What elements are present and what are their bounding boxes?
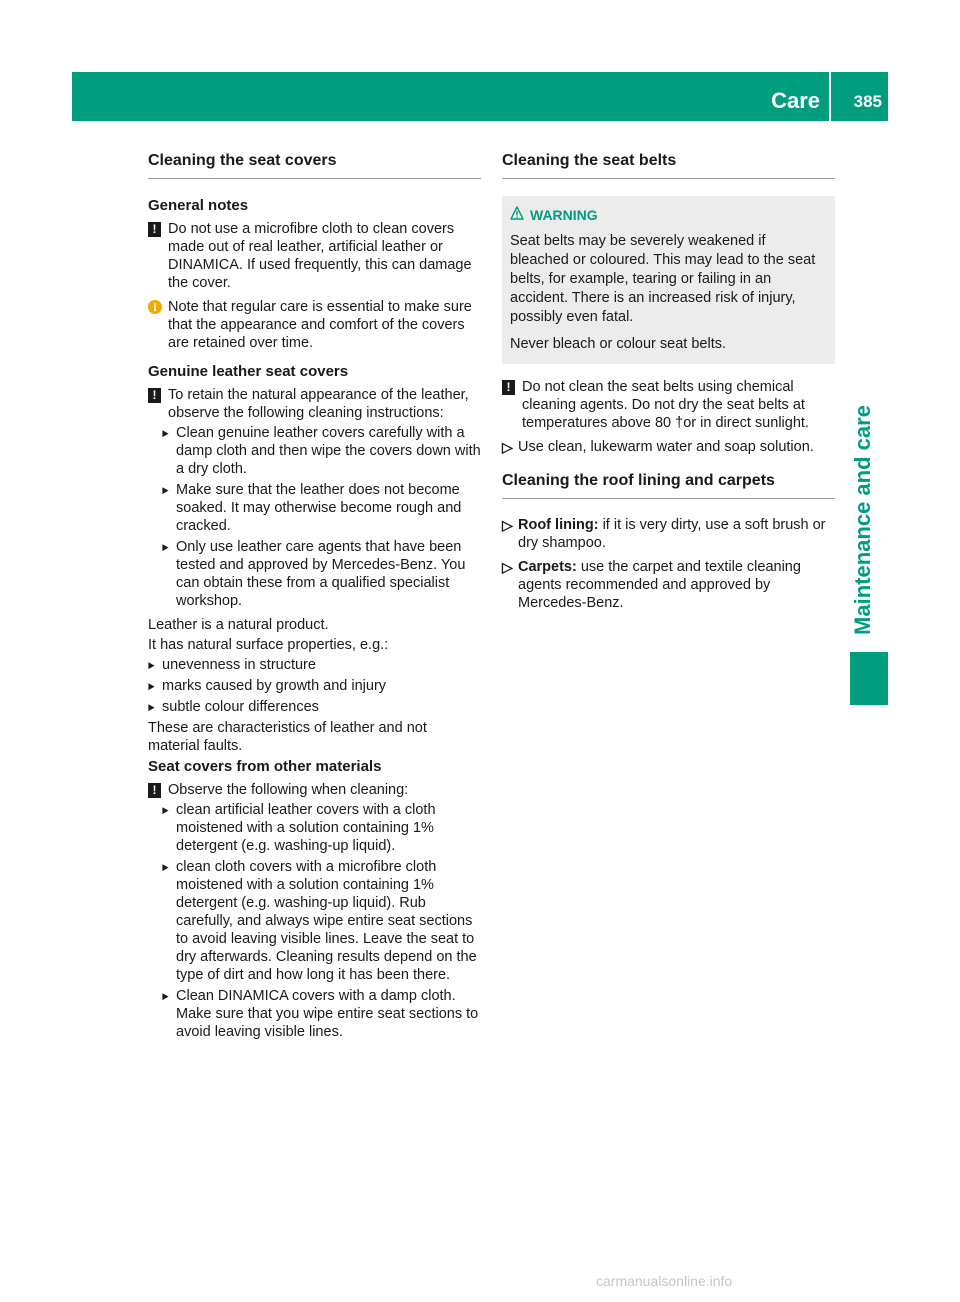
caution-text: Do not clean the seat belts using chemical cleaning agents. Do not dry the seat belts at temperatures above 80 †or in direct sunlight.: [522, 379, 809, 431]
side-tab-label: Maintenance and care: [850, 405, 875, 635]
right-column: [502, 150, 835, 618]
section-title-seat-covers: Cleaning the seat covers: [148, 150, 481, 179]
caution-icon: !: [148, 783, 161, 798]
chapter-title: Care: [771, 88, 820, 113]
info-icon: i: [148, 300, 162, 314]
caution-icon: !: [148, 388, 161, 403]
action-step: [502, 516, 835, 552]
section-title-seat-belts: Cleaning the seat belts: [502, 150, 835, 179]
warning-text: Never bleach or colour seat belts.: [510, 336, 726, 352]
caution-note: [148, 220, 481, 292]
step-label: Carpets:: [518, 559, 577, 575]
caution-icon: !: [148, 222, 161, 237]
info-text: Note that regular care is essential to make sure that the appearance and comfort of the covers are retained over time.: [168, 299, 472, 351]
step-label: Roof lining:: [518, 517, 599, 533]
heading-other-materials: Seat covers from other materials: [148, 758, 382, 775]
warning-label: WARNING: [530, 207, 598, 223]
side-tab: [843, 395, 883, 645]
warning-box: [502, 196, 835, 364]
caution-text: To retain the natural appearance of the leather, observe the following cleaning instructions:: [168, 387, 469, 421]
page-number: 385: [853, 92, 882, 111]
side-tab-marker: [850, 652, 888, 705]
heading-genuine-leather: Genuine leather seat covers: [148, 363, 349, 380]
list-item: ▶ subtle colour differences: [148, 698, 481, 716]
caution-note: [148, 386, 481, 610]
caution-text: Do not use a microfibre cloth to clean covers made out of real leather, artificial leather or DINAMICA. If used frequently, this can damage the cover.: [168, 221, 472, 291]
header-bar: [72, 72, 888, 121]
list-item: ▶ marks caused by growth and injury: [148, 677, 481, 695]
watermark: carmanualsonline.info: [596, 1273, 733, 1289]
caution-note: [502, 378, 835, 432]
info-note: [148, 298, 481, 352]
list-item: ▶ Clean DINAMICA covers with a damp cloth. Make sure that you wipe entire seat sections to avoid leaving visible lines.: [162, 987, 481, 1041]
paragraph: It has natural surface properties, e.g.:: [148, 637, 389, 653]
caution-note: [148, 781, 481, 1041]
action-step: [502, 438, 835, 456]
paragraph: These are characteristics of leather and not material faults.: [148, 720, 427, 754]
step-text: if it is very dirty, use a soft brush or dry shampoo.: [518, 517, 826, 551]
list-item: ▶ unevenness in structure: [148, 656, 481, 674]
list-item: ▶ clean artificial leather covers with a cloth moistened with a solution containing 1% detergent (e.g. washing-up liquid).: [162, 801, 481, 855]
step-text: use the carpet and textile cleaning agents recommended and approved by Mercedes-Benz.: [518, 559, 801, 611]
warning-text: Seat belts may be severely weakened if bleached or coloured. This may lead to the seat belts, for example, tearing or failing in an accident. There is an increased risk of injury, possibly even fatal.: [510, 233, 816, 325]
header-divider: [829, 72, 831, 121]
left-column: [148, 150, 481, 1047]
action-step: [502, 558, 835, 612]
warning-triangle-icon: [510, 206, 524, 220]
list-item: ▶ Only use leather care agents that have been tested and approved by Mercedes-Benz. You can obtain these from a qualified specialist workshop.: [162, 538, 481, 610]
step-arrow-icon: ▷: [502, 439, 513, 455]
paragraph: Leather is a natural product.: [148, 617, 329, 633]
list-item: ▶ Clean genuine leather covers carefully with a damp cloth and then wipe the covers down with a dry cloth.: [162, 424, 481, 478]
list-item: ▶ clean cloth covers with a microfibre cloth moistened with a solution containing 1% detergent (e.g. washing-up liquid). Rub carefully, and always wipe entire seat sections to avoid leaving visible lines. Leave the seat to dry afterwards. Cleaning results depend on the type of dirt and how long it has been there.: [162, 858, 481, 984]
step-text: Use clean, lukewarm water and soap solution.: [518, 439, 814, 455]
warning-heading: [510, 206, 827, 224]
caution-text: Observe the following when cleaning:: [168, 782, 409, 798]
step-arrow-icon: ▷: [502, 517, 513, 533]
caution-icon: !: [502, 380, 515, 395]
heading-general-notes: General notes: [148, 197, 249, 214]
section-title-roof-lining: Cleaning the roof lining and carpets: [502, 470, 835, 499]
step-arrow-icon: ▷: [502, 559, 513, 575]
list-item: ▶ Make sure that the leather does not become soaked. It may otherwise become rough and cracked.: [162, 481, 481, 535]
